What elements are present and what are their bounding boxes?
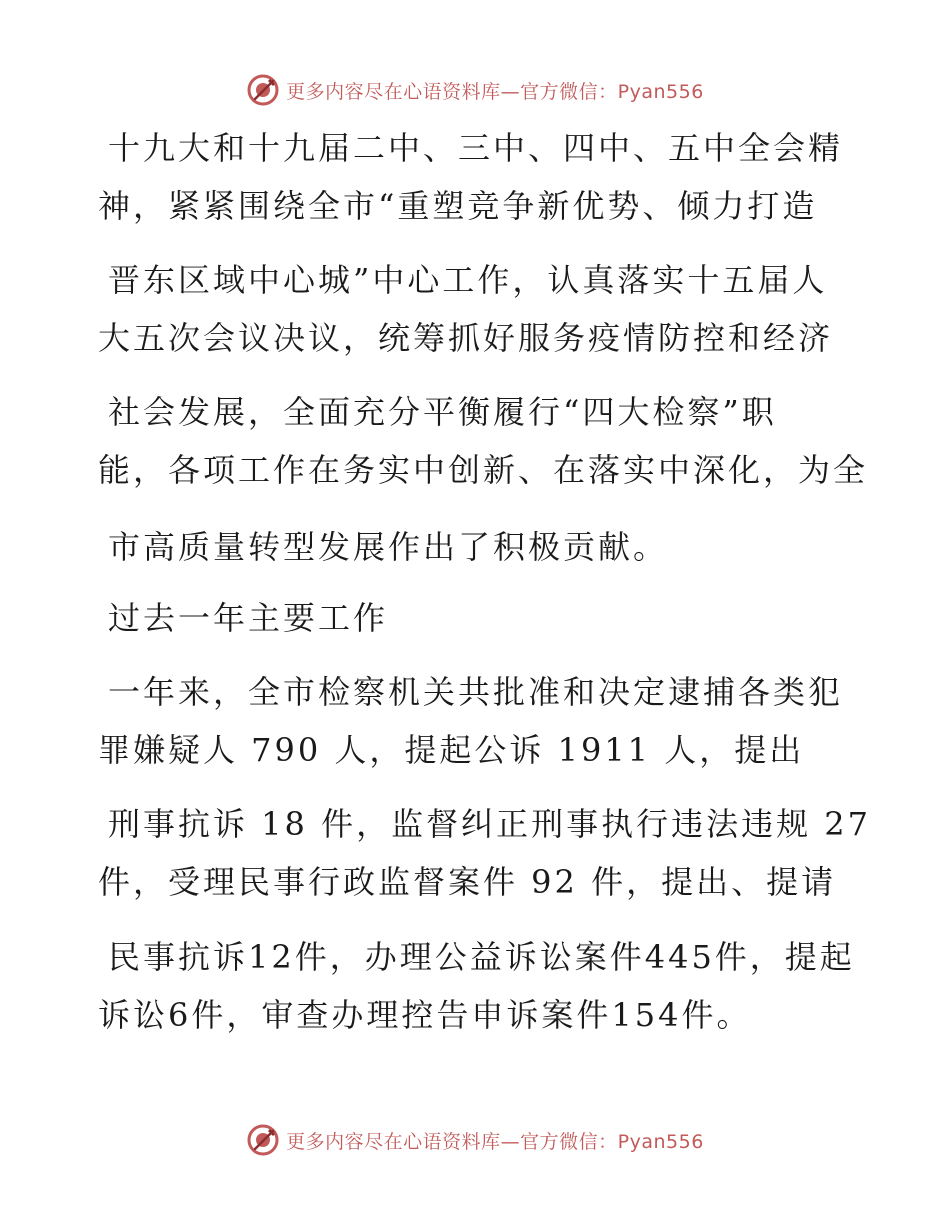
body-line: 能，各项工作在务实中创新、在落实中深化，为全 <box>98 451 869 489</box>
body-line: 刑事抗诉 18 件，监督纠正刑事执行违法违规 27 <box>108 805 871 843</box>
watermark-text: 更多内容尽在心语资料库—官方微信：Pyan556 <box>286 1130 704 1153</box>
watermark-text: 更多内容尽在心语资料库—官方微信：Pyan556 <box>286 80 704 103</box>
body-line: 一年来，全市检察机关共批准和决定逮捕各类犯 <box>108 673 844 711</box>
body-line: 件，受理民事行政监督案件 92 件，提出、提请 <box>98 863 837 901</box>
body-line: 诉讼6件，审查办理控告申诉案件154件。 <box>98 996 752 1034</box>
watermark-header <box>0 72 950 108</box>
body-line: 市高质量转型发展作出了积极贡献。 <box>108 528 669 566</box>
watermark-footer <box>0 1122 950 1158</box>
body-line: 罪嫌疑人 790 人，提起公诉 1911 人，提出 <box>98 731 805 769</box>
body-line: 民事抗诉12件，办理公益诉讼案件445件，提起 <box>108 938 855 976</box>
section-heading: 过去一年主要工作 <box>108 599 389 637</box>
body-line: 晋东区域中心城”中心工作，认真落实十五届人 <box>108 261 828 299</box>
seal-pen-icon <box>246 73 280 107</box>
body-line: 十九大和十九届二中、三中、四中、五中全会精 <box>108 129 844 167</box>
body-line: 大五次会议决议，统筹抓好服务疫情防控和经济 <box>98 319 834 357</box>
body-line: 神，紧紧围绕全市“重塑竞争新优势、倾力打造 <box>98 187 818 225</box>
body-line: 社会发展，全面充分平衡履行“四大检察”职 <box>108 393 777 431</box>
seal-pen-icon <box>246 1123 280 1157</box>
